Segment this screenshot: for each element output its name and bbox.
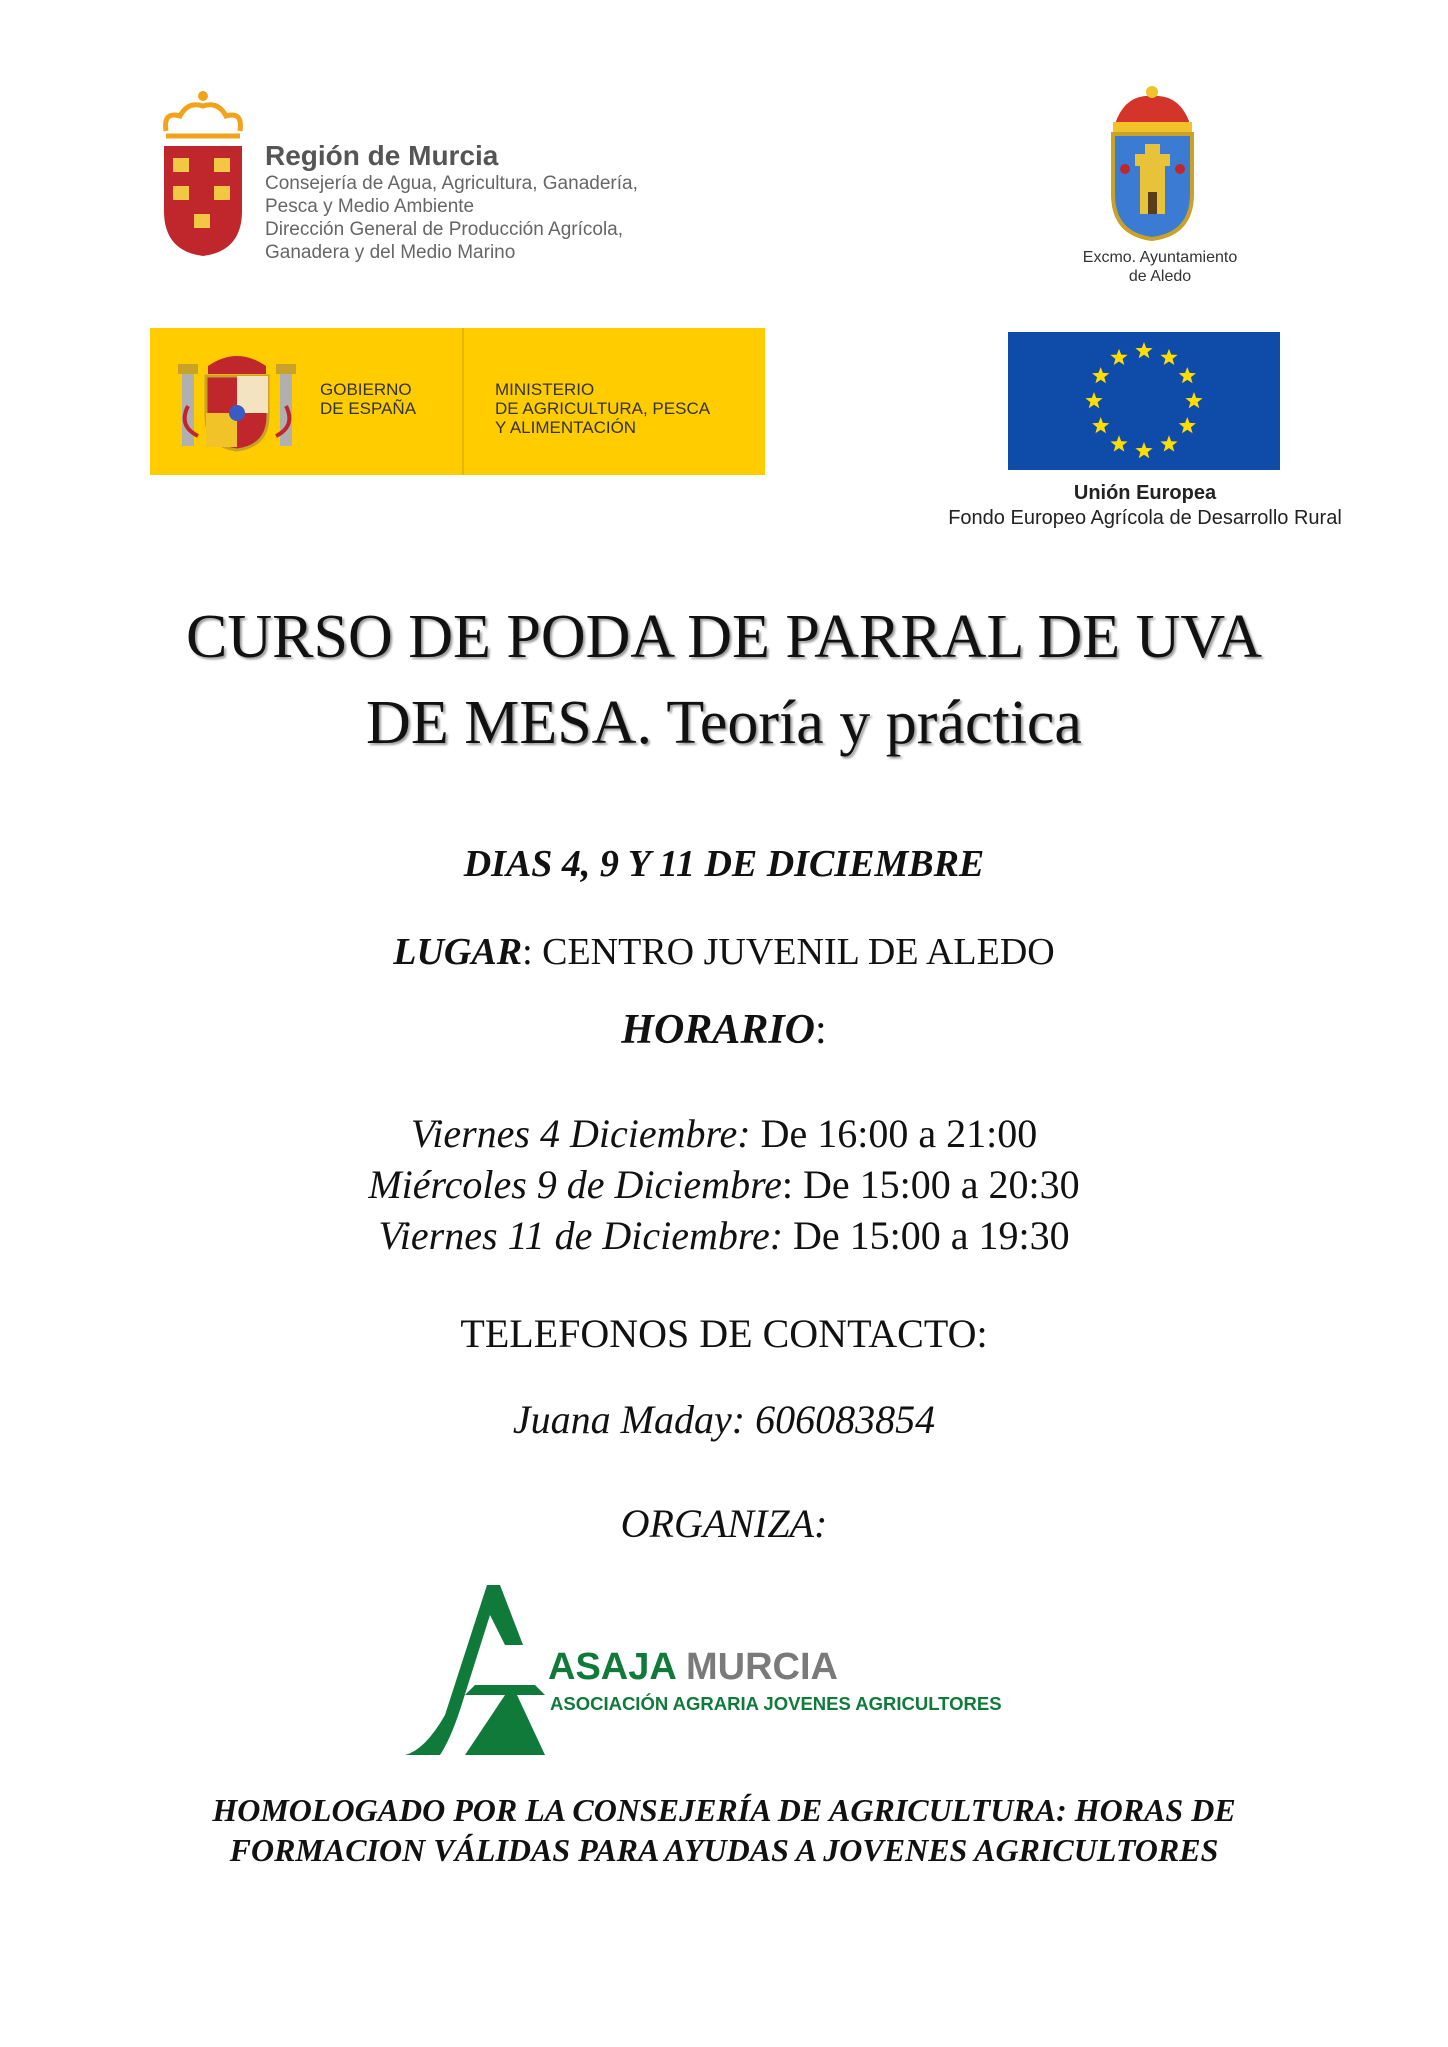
eu-star-icon (1185, 392, 1202, 408)
course-dates: DIAS 4, 9 Y 11 DE DICIEMBRE (463, 843, 985, 885)
schedule-item (0, 1159, 1448, 1210)
location (0, 930, 1448, 974)
ministerio-line-2: DE AGRICULTURA, PESCA (495, 399, 711, 418)
location-label: LUGAR (393, 931, 523, 973)
aledo-coat-of-arms-icon (1105, 84, 1200, 244)
region-line-1: Consejería de Agua, Agricultura, Ganadería, (265, 173, 638, 194)
region-murcia-text (265, 140, 638, 264)
schedule-day: Viernes 4 Diciembre: (410, 1111, 761, 1156)
eu-star-icon (1110, 349, 1127, 365)
gobierno-line-1: GOBIERNO (320, 380, 412, 399)
eu-star-icon (1179, 367, 1196, 383)
schedule-heading (0, 1006, 1448, 1054)
contact-phone: Juana Maday: 606083854 (512, 1397, 936, 1442)
asaja-name (548, 1646, 838, 1689)
organizer-heading: ORGANIZA: (620, 1501, 828, 1546)
eu-name: Unión Europea (1073, 482, 1217, 504)
eu-star-icon (1092, 417, 1109, 433)
aledo-line-2: de Aledo (1128, 268, 1192, 285)
gobierno-espana-banner (150, 328, 765, 475)
schedule-item (0, 1108, 1448, 1159)
eu-flag (1008, 332, 1280, 470)
ministerio-text (495, 380, 755, 437)
eu-fund: Fondo Europeo Agrícola de Desarrollo Rural (948, 507, 1342, 529)
eu-star-icon (1135, 342, 1152, 358)
page-title (100, 594, 1348, 766)
region-line-2: Pesca y Medio Ambiente (265, 196, 475, 217)
ministerio-line-3: Y ALIMENTACIÓN (495, 418, 637, 437)
schedule-time: De 16:00 a 21:00 (760, 1111, 1038, 1156)
region-line-4: Ganadera y del Medio Marino (265, 242, 516, 263)
asaja-name-1: ASAJA (548, 1646, 676, 1688)
schedule-day: Miércoles 9 de Diciembre (368, 1162, 782, 1207)
schedule-time: : De 15:00 a 20:30 (781, 1162, 1080, 1207)
eu-star-icon (1179, 417, 1196, 433)
eu-star-icon (1092, 367, 1109, 383)
gobierno-line-2: DE ESPAÑA (320, 399, 417, 418)
schedule-list (0, 1108, 1448, 1261)
banner-divider (462, 328, 464, 475)
asaja-name-2: MURCIA (685, 1646, 838, 1688)
eu-star-icon (1135, 442, 1152, 458)
region-line-3: Dirección General de Producción Agrícola, (265, 219, 624, 240)
schedule-day: Viernes 11 de Diciembre: (378, 1213, 794, 1258)
title-line-2: DE MESA. Teoría y práctica (366, 689, 1082, 757)
eu-star-icon (1160, 349, 1177, 365)
homologation-line-2: FORMACION VÁLIDAS PARA AYUDAS A JOVENES AGRICULTORES (229, 1832, 1219, 1868)
schedule-time: De 15:00 a 19:30 (793, 1213, 1070, 1258)
contact-heading: TELEFONOS DE CONTACTO: (460, 1311, 988, 1356)
eu-star-icon (1110, 435, 1127, 451)
ministerio-line-1: MINISTERIO (495, 380, 595, 399)
eu-stars-icon (1008, 332, 1280, 470)
region-name: Región de Murcia (265, 140, 499, 171)
asaja-subtitle: ASOCIACIÓN AGRARIA JOVENES AGRICULTORES (550, 1693, 1002, 1714)
homologation-note (100, 1790, 1348, 1870)
eu-text (870, 481, 1420, 531)
schedule-colon: : (815, 1007, 827, 1053)
gobierno-left-text (320, 380, 460, 418)
aledo-text (1040, 248, 1280, 286)
homologation-line-1: HOMOLOGADO POR LA CONSEJERÍA DE AGRICULTURA: HORAS DE (212, 1792, 1236, 1828)
eu-star-icon (1160, 435, 1177, 451)
spain-coat-of-arms-icon (178, 346, 296, 456)
eu-star-icon (1085, 392, 1102, 408)
murcia-shield-icon (158, 86, 248, 261)
schedule-label: HORARIO (621, 1007, 816, 1053)
schedule-item (0, 1210, 1448, 1261)
title-line-1: CURSO DE PODA DE PARRAL DE UVA (185, 603, 1262, 671)
aledo-line-1: Excmo. Ayuntamiento (1082, 249, 1238, 266)
location-value: : CENTRO JUVENIL DE ALEDO (522, 931, 1055, 973)
